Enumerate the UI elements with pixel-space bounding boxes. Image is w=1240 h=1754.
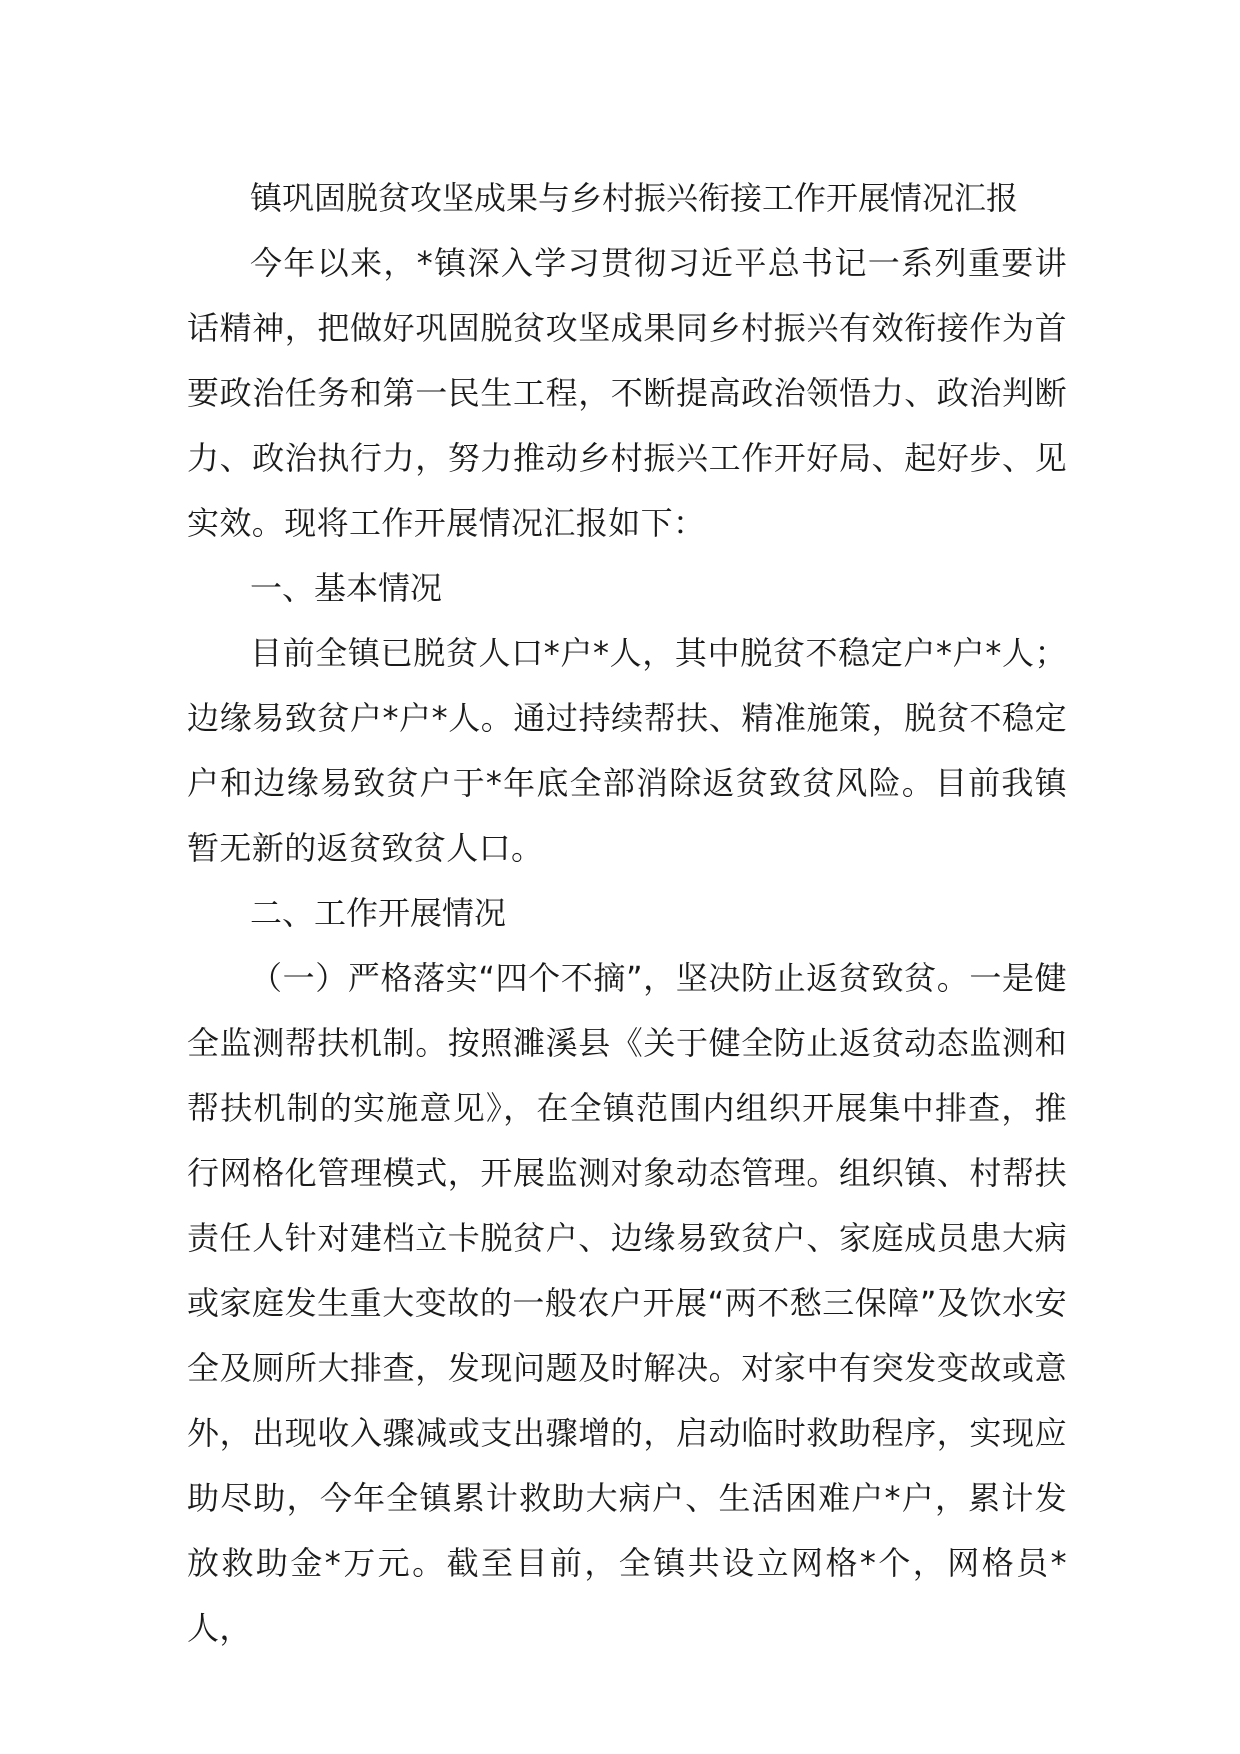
document-body	[187, 166, 1067, 1661]
section-2-paragraph: （一）严格落实“四个不摘”，坚决防止返贫致贫。一是健全监测帮扶机制。按照濉溪县《关于健全防止返贫动态监测和帮扶机制的实施意见》，在全镇范围内组织开展集中排查，推行网格化管理模式，开展监测对象动态管理。组织镇、村帮扶责任人针对建档立卡脱贫户、边缘易致贫户、家庭成员患大病或家庭发生重大变故的一般农户开展“两不愁三保障”及饮水安全及厕所大排查，发现问题及时解决。对家中有突发变故或意外，出现收入骤减或支出骤增的，启动临时救助程序，实现应助尽助，今年全镇累计救助大病户、生活困难户*户，累计发放救助金*万元。截至目前，全镇共设立网格*个，网格员*人，	[187, 959, 1067, 1647]
section-1-paragraph: 目前全镇已脱贫人口*户*人，其中脱贫不稳定户*户*人；边缘易致贫户*户*人。通过持续帮扶、精准施策，脱贫不稳定户和边缘易致贫户于*年底全部消除返贫致贫风险。目前我镇暂无新的返贫致贫人口。	[187, 634, 1067, 867]
document-title: 镇巩固脱贫攻坚成果与乡村振兴衔接工作开展情况汇报	[250, 179, 1019, 217]
section-1-heading: 一、基本情况	[250, 569, 443, 607]
section-2-heading: 二、工作开展情况	[250, 894, 507, 932]
intro-paragraph: 今年以来，*镇深入学习贯彻习近平总书记一系列重要讲话精神，把做好巩固脱贫攻坚成果同乡村振兴有效衔接作为首要政治任务和第一民生工程，不断提高政治领悟力、政治判断力、政治执行力，努力推动乡村振兴工作开好局、起好步、见实效。现将工作开展情况汇报如下：	[187, 244, 1067, 542]
